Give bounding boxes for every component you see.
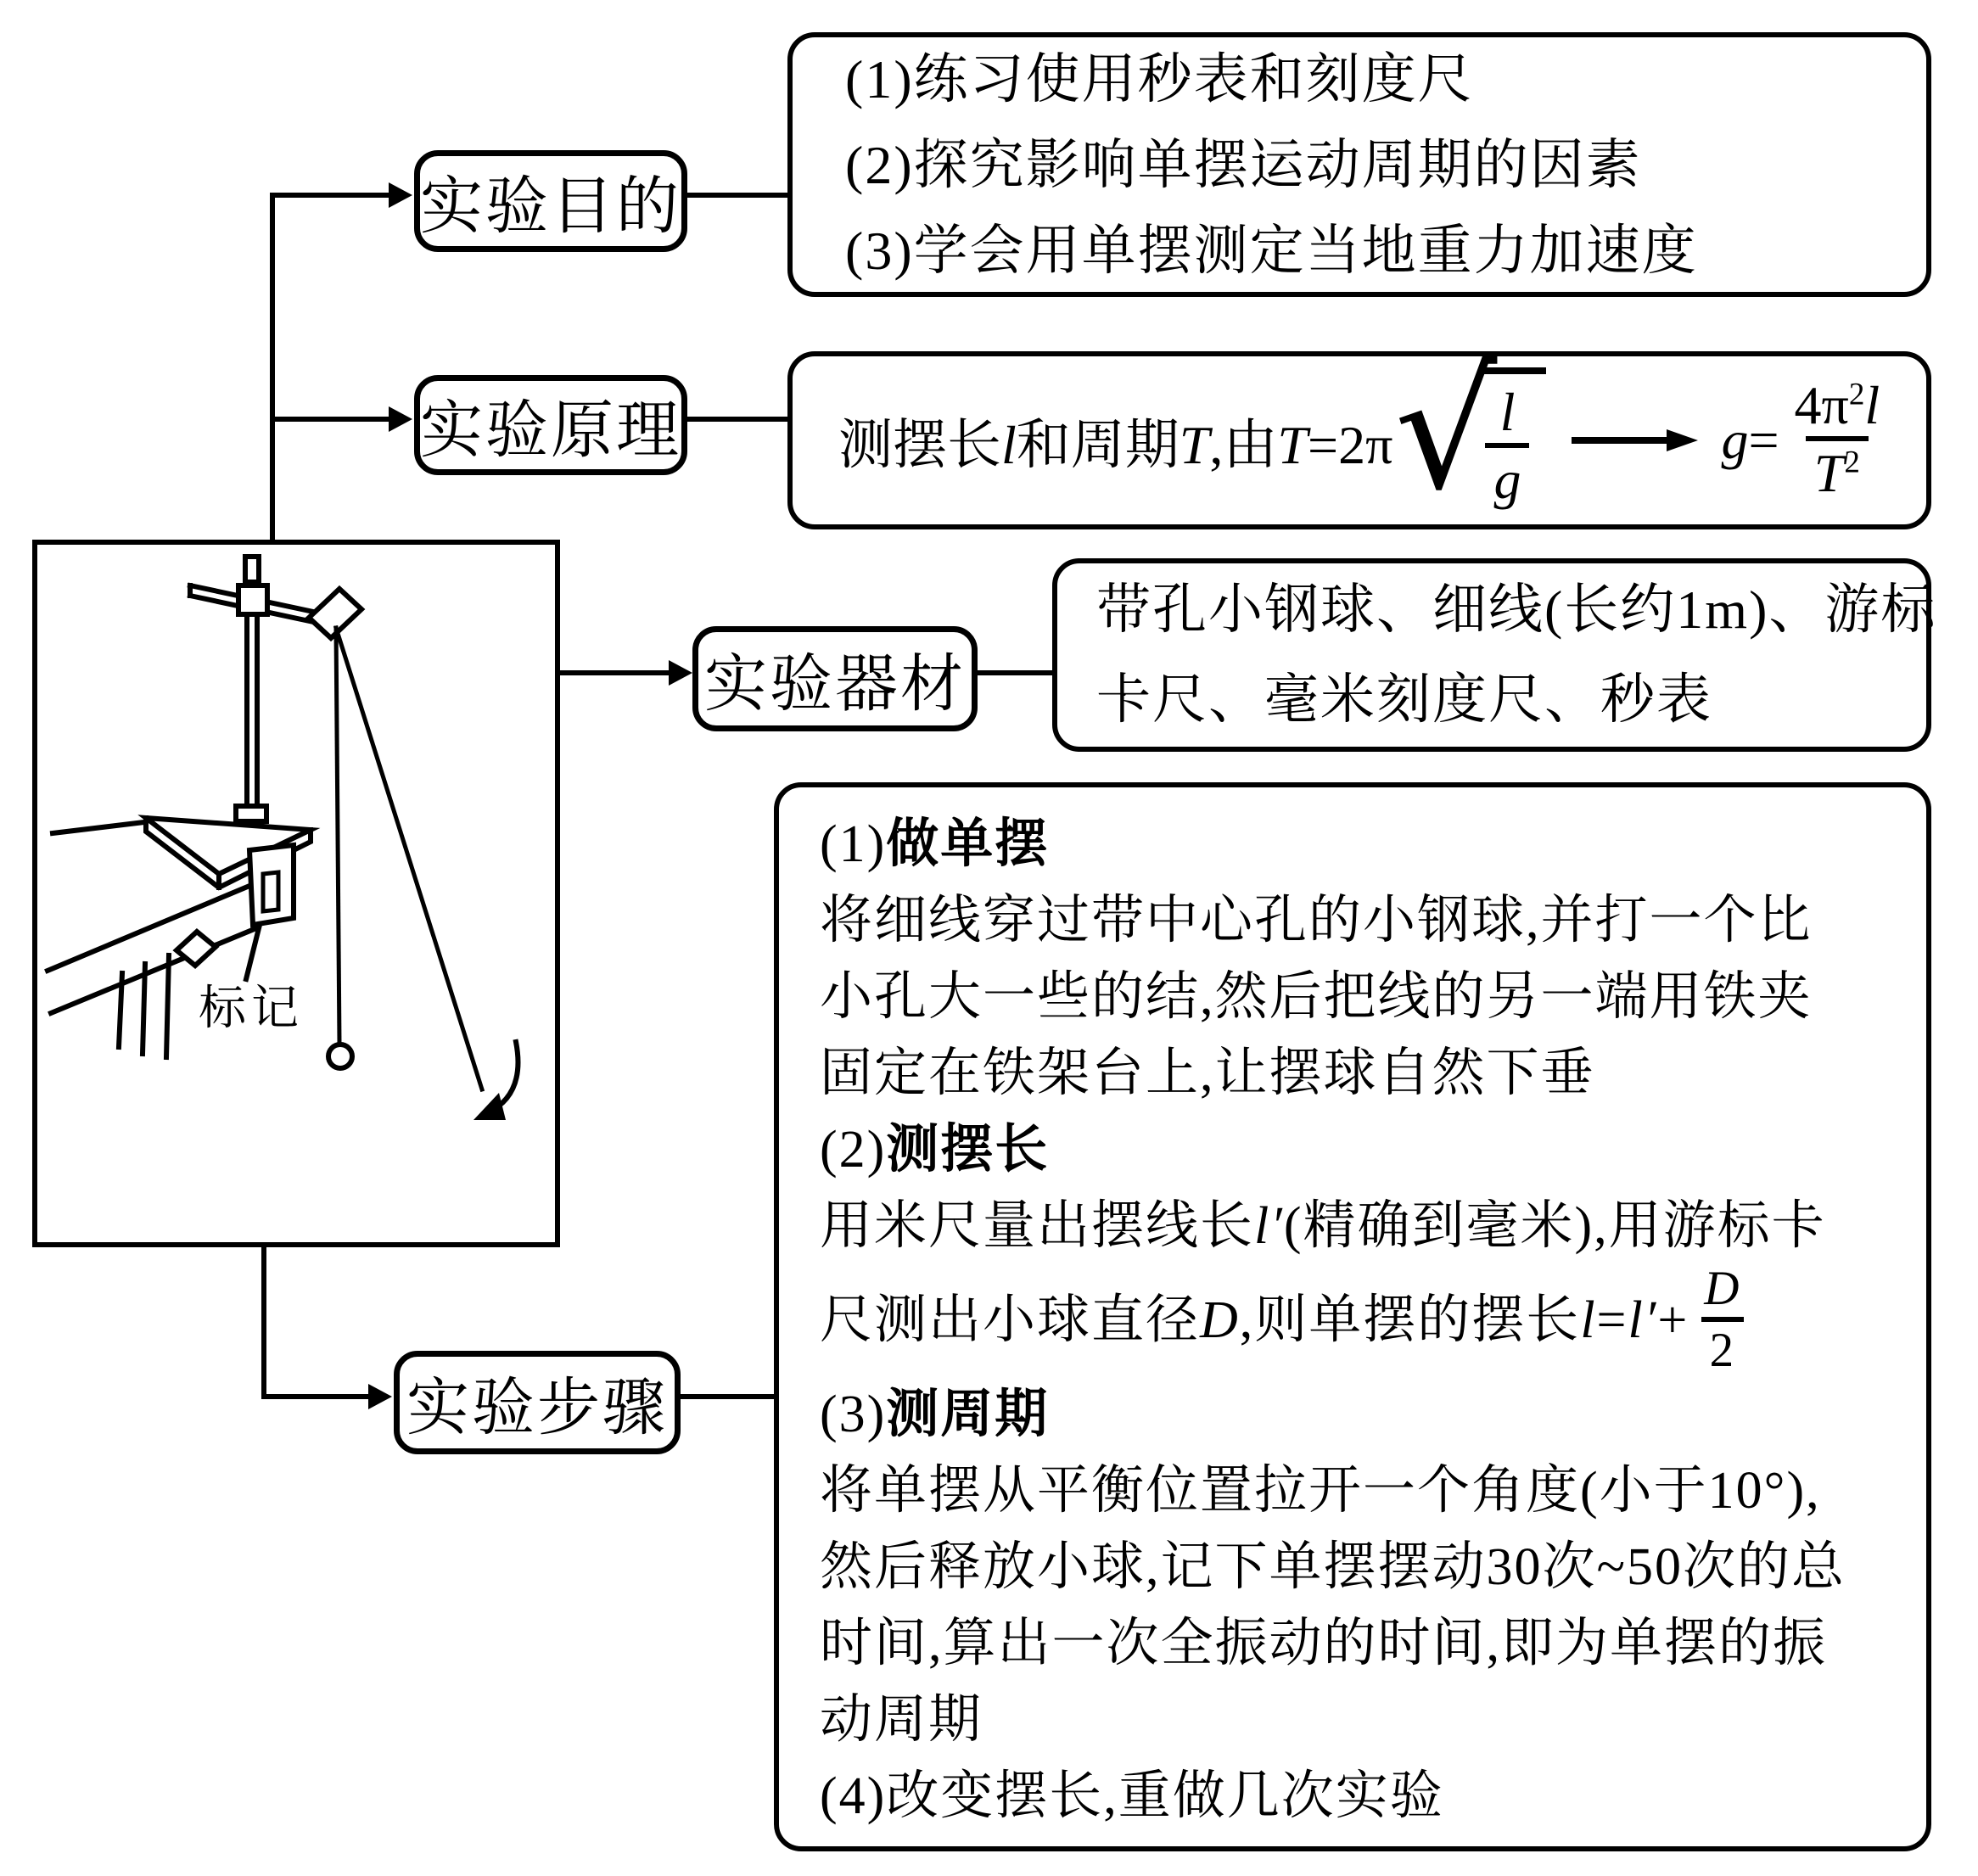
fraction-numerator: l	[1499, 381, 1516, 442]
text-segment: ,由	[1209, 414, 1278, 475]
text-segment: 尺测出小球直径	[820, 1291, 1201, 1349]
node-experiment-equipment	[692, 626, 978, 731]
text-segment: 测周期	[886, 1386, 1050, 1443]
formula-lead-text	[838, 401, 1392, 479]
marker-caption: 标记	[199, 983, 304, 1035]
connector-equipment-out	[966, 670, 1056, 675]
purpose-line: (2)探究影响单摆运动周期的因素	[845, 134, 1642, 195]
node-experiment-principle	[414, 375, 687, 475]
apparatus-figure-box	[32, 540, 560, 1247]
pendulum-ball	[328, 1044, 352, 1068]
text-segment: =	[1748, 409, 1779, 470]
table-front-edge-top	[48, 886, 249, 971]
equipment-line: 带孔小钢球、细线(长约1m)、游标	[1096, 580, 1937, 640]
text-segment: D	[1200, 1291, 1240, 1349]
g-result-fraction	[1786, 374, 1889, 507]
text-segment: T	[1277, 414, 1308, 475]
text-segment: 4π	[1794, 374, 1849, 435]
arrowhead-steps-icon	[368, 1384, 392, 1409]
node-label-text: 实验目的	[420, 172, 681, 242]
equipment-line: 卡尺、毫米刻度尺、秒表	[1096, 669, 1712, 730]
text-segment: =	[1596, 1291, 1628, 1349]
purpose-content-box	[787, 32, 1931, 297]
clamp-screw-line	[166, 955, 169, 1057]
arrowhead-principle-icon	[389, 406, 412, 432]
text-segment: T	[1813, 443, 1845, 504]
connector-principle	[270, 417, 389, 422]
text-segment: (精确到毫米),用游标卡	[1283, 1197, 1826, 1255]
text-segment: (2)	[820, 1121, 887, 1179]
connector-trunk	[270, 193, 275, 545]
text-segment: 然后释放小球,记下单摆摆动30次~50次的总	[820, 1538, 1846, 1596]
table-clamp-slot	[263, 872, 278, 911]
principle-content-box	[787, 337, 1931, 529]
crossbar-boss	[238, 585, 267, 614]
text-segment: 时间,算出一次全振动的时间,即为单摆的振	[820, 1615, 1828, 1672]
text-segment: (1)	[820, 815, 887, 873]
purpose-line: (3)学会用单摆测定当地重力加速度	[845, 220, 1698, 281]
text-segment: l	[1864, 374, 1880, 435]
step-line	[820, 1112, 1906, 1188]
step-line	[820, 882, 1906, 959]
connector-purpose	[270, 193, 389, 198]
text-segment: 测摆长	[838, 414, 1001, 475]
pendulum-string	[336, 628, 339, 1044]
text-segment: l	[1001, 414, 1017, 475]
rod-base-collar	[236, 806, 266, 821]
text-segment: (4)改变摆长,重做几次实验	[820, 1767, 1444, 1825]
fraction-denominator	[1806, 436, 1869, 507]
text-segment: 2	[1848, 377, 1865, 412]
step-line	[820, 1035, 1906, 1112]
connector-steps-out	[669, 1394, 777, 1399]
text-segment: ,则单摆的摆长	[1239, 1291, 1581, 1349]
implies-arrow-icon	[1572, 428, 1699, 453]
step-line	[820, 1682, 1906, 1758]
text-segment: 和周期	[1016, 414, 1180, 475]
text-segment: 将单摆从平衡位置拉开一个角度(小于10°),	[820, 1462, 1821, 1520]
inline-fraction: $\frac{D}{2}$	[1695, 1261, 1749, 1380]
text-segment: l′	[1628, 1291, 1658, 1349]
node-label-text: 实验原理	[420, 396, 681, 466]
step-line	[820, 806, 1906, 882]
text-segment: (3)	[820, 1386, 887, 1443]
radicand	[1482, 367, 1546, 513]
text-segment: l	[1580, 1291, 1597, 1349]
steps-content-box	[774, 782, 1931, 1851]
text-segment: 小孔大一些的结,然后把线的另一端用铁夹	[820, 968, 1813, 1026]
text-segment: 动周期	[820, 1691, 983, 1749]
text-segment: 测摆长	[886, 1121, 1050, 1179]
fraction-denominator: g	[1485, 443, 1529, 513]
principle-formula	[838, 337, 1926, 525]
table-back-edge	[53, 822, 144, 833]
step-line	[820, 1758, 1906, 1834]
text-segment: l′	[1254, 1197, 1284, 1255]
text-segment: g	[1721, 409, 1749, 470]
text-segment: 固定在铁架台上,让摆球自然下垂	[820, 1044, 1595, 1102]
step-line	[820, 1453, 1906, 1529]
node-label-text: 实验步骤	[406, 1374, 668, 1443]
arrowhead-equipment-icon	[669, 660, 692, 686]
fraction-numerator	[1786, 374, 1889, 437]
node-label-text: 实验器材	[704, 650, 966, 720]
text-segment: T	[1179, 414, 1210, 475]
text-segment: 2	[1844, 445, 1860, 481]
stand-rod	[247, 582, 257, 816]
radical-sign-icon: √	[1394, 337, 1498, 525]
connector-steps	[261, 1394, 370, 1399]
swing-string	[336, 628, 482, 1089]
arrowhead-purpose-icon	[389, 182, 412, 208]
result-lhs	[1721, 409, 1779, 472]
l-over-g-fraction	[1485, 381, 1529, 513]
text-segment: 做单摆	[886, 815, 1050, 873]
swing-arrowhead-icon	[473, 1093, 506, 1120]
step-line	[820, 1261, 1906, 1377]
step-line	[820, 1605, 1906, 1682]
connector-purpose-out	[675, 193, 791, 198]
square-root	[1394, 337, 1546, 525]
connector-principle-out	[675, 417, 791, 422]
text-segment: 将细线穿过带中心孔的小钢球,并打一个比	[820, 892, 1813, 949]
text-segment: +	[1657, 1291, 1689, 1349]
rod-top-knob	[245, 557, 259, 582]
step-line	[820, 1376, 1906, 1453]
equipment-content-box	[1052, 558, 1937, 752]
connector-steps-drop	[261, 1240, 266, 1399]
node-experiment-purpose	[414, 150, 687, 252]
step-line	[820, 959, 1906, 1035]
purpose-line: (1)练习使用秒表和刻度尺	[845, 48, 1474, 109]
text-segment: =2π	[1307, 414, 1393, 475]
pendulum-apparatus-illustration	[37, 545, 555, 1242]
clamp-screw-line	[143, 964, 145, 1054]
node-experiment-steps	[394, 1351, 681, 1454]
step-line	[820, 1529, 1906, 1605]
step-line	[820, 1188, 1906, 1264]
connector-equipment-in	[557, 670, 669, 675]
clamp-screw-line	[119, 973, 122, 1047]
text-segment: 用米尺量出摆线长	[820, 1197, 1255, 1255]
